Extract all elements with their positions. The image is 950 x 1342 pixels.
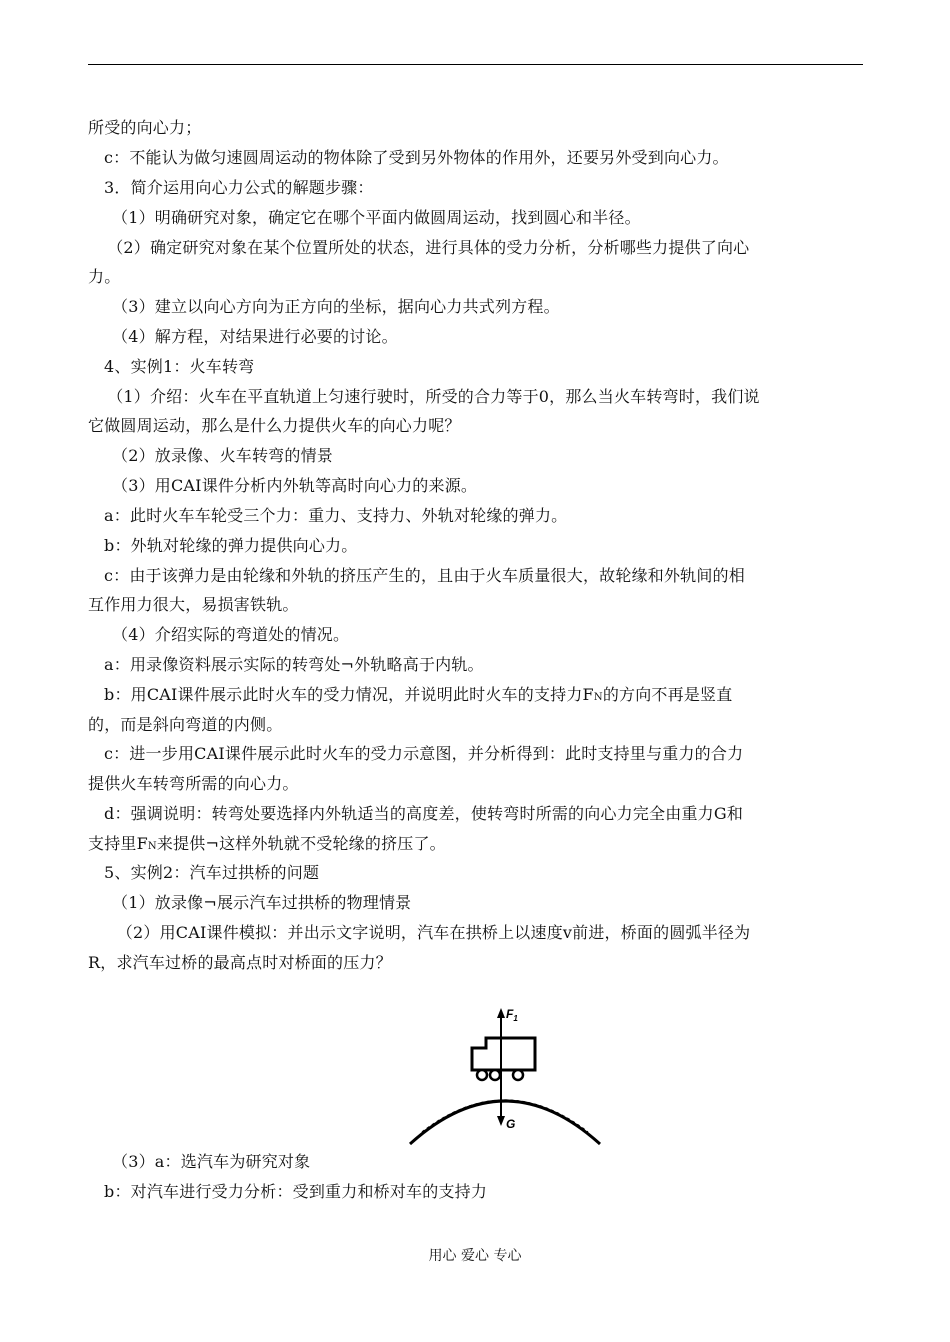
text-line: R，求汽车过桥的最高点时对桥面的压力？ [88, 953, 392, 972]
text-line: 5、实例2：汽车过拱桥的问题 [104, 863, 320, 882]
text-line: a：此时火车车轮受三个力：重力、支持力、外轨对轮缘的弹力。 [104, 506, 568, 525]
text-line: （4）解方程，对结果进行必要的讨论。 [112, 327, 398, 346]
text-line: （2）用CAI课件模拟：并出示文字说明，汽车在拱桥上以速度v前进，桥面的圆弧半径为 [116, 923, 751, 942]
bridge-car-force-diagram [400, 1008, 610, 1153]
text-line: 所受的向心力； [88, 118, 202, 137]
text-line: （2）放录像、火车转弯的情景 [112, 446, 333, 465]
force-up-label: $F_1$ [506, 1008, 518, 1023]
arrow-up-icon [497, 1008, 505, 1018]
page-footer: 用心 爱心 专心 [428, 1248, 522, 1264]
force-down-label: G [506, 1117, 516, 1131]
text-line: 支持里FN来提供¬这样外轨就不受轮缘的挤压了。 [88, 834, 446, 853]
text-line: 的，而是斜向弯道的内侧。 [88, 715, 283, 734]
text-line: （2）确定研究对象在某个位置所处的状态，进行具体的受力分析，分析哪些力提供了向心 [107, 238, 750, 257]
text-line: （1）介绍：火车在平直轨道上匀速行驶时，所受的合力等于0，那么当火车转弯时，我们说 [107, 387, 760, 406]
car-wheel-middle [490, 1070, 500, 1080]
text-line: （3）建立以向心方向为正方向的坐标，据向心力共式列方程。 [112, 297, 560, 316]
car-body [472, 1038, 535, 1070]
text-line: a：用录像资料展示实际的转弯处¬外轨略高于内轨。 [104, 655, 484, 674]
text-line: 力。 [88, 267, 121, 286]
text-line: d：强调说明：转弯处要选择内外轨适当的高度差，使转弯时所需的向心力完全由重力G和 [104, 804, 744, 823]
text-line: 互作用力很大，易损害铁轨。 [88, 595, 299, 614]
text-line: b：外轨对轮缘的弹力提供向心力。 [104, 536, 358, 555]
text-line: c：不能认为做匀速圆周运动的物体除了受到另外物体的作用外，还要另外受到向心力。 [104, 148, 729, 167]
text-line: （3）a：选汽车为研究对象 [112, 1152, 311, 1171]
arrow-down-icon [497, 1116, 505, 1126]
bridge-arch [410, 1101, 600, 1144]
car-wheel-left [477, 1070, 487, 1080]
text-line: （3）用CAI课件分析内外轨等高时向心力的来源。 [112, 476, 478, 495]
text-line: 提供火车转弯所需的向心力。 [88, 774, 299, 793]
text-line: 3．简介运用向心力公式的解题步骤： [104, 178, 374, 197]
text-line: c：由于该弹力是由轮缘和外轨的挤压产生的，且由于火车质量很大，故轮缘和外轨间的相 [104, 566, 745, 585]
text-line: （1）放录像¬展示汽车过拱桥的物理情景 [112, 893, 412, 912]
header-rule [88, 64, 863, 65]
text-line: b：对汽车进行受力分析：受到重力和桥对车的支持力 [104, 1182, 488, 1201]
car-wheel-right [513, 1070, 523, 1080]
text-line: （1）明确研究对象，确定它在哪个平面内做圆周运动，找到圆心和半径。 [112, 208, 641, 227]
text-line: 4、实例1：火车转弯 [104, 357, 255, 376]
text-line: 它做圆周运动，那么是什么力提供火车的向心力呢？ [88, 416, 461, 435]
text-line: （4）介绍实际的弯道处的情况。 [112, 625, 350, 644]
text-line: c：进一步用CAI课件展示此时火车的受力示意图，并分析得到：此时支持里与重力的合力 [104, 744, 744, 763]
text-line: b：用CAI课件展示此时火车的受力情况，并说明此时火车的支持力FN的方向不再是竖直 [104, 685, 733, 704]
